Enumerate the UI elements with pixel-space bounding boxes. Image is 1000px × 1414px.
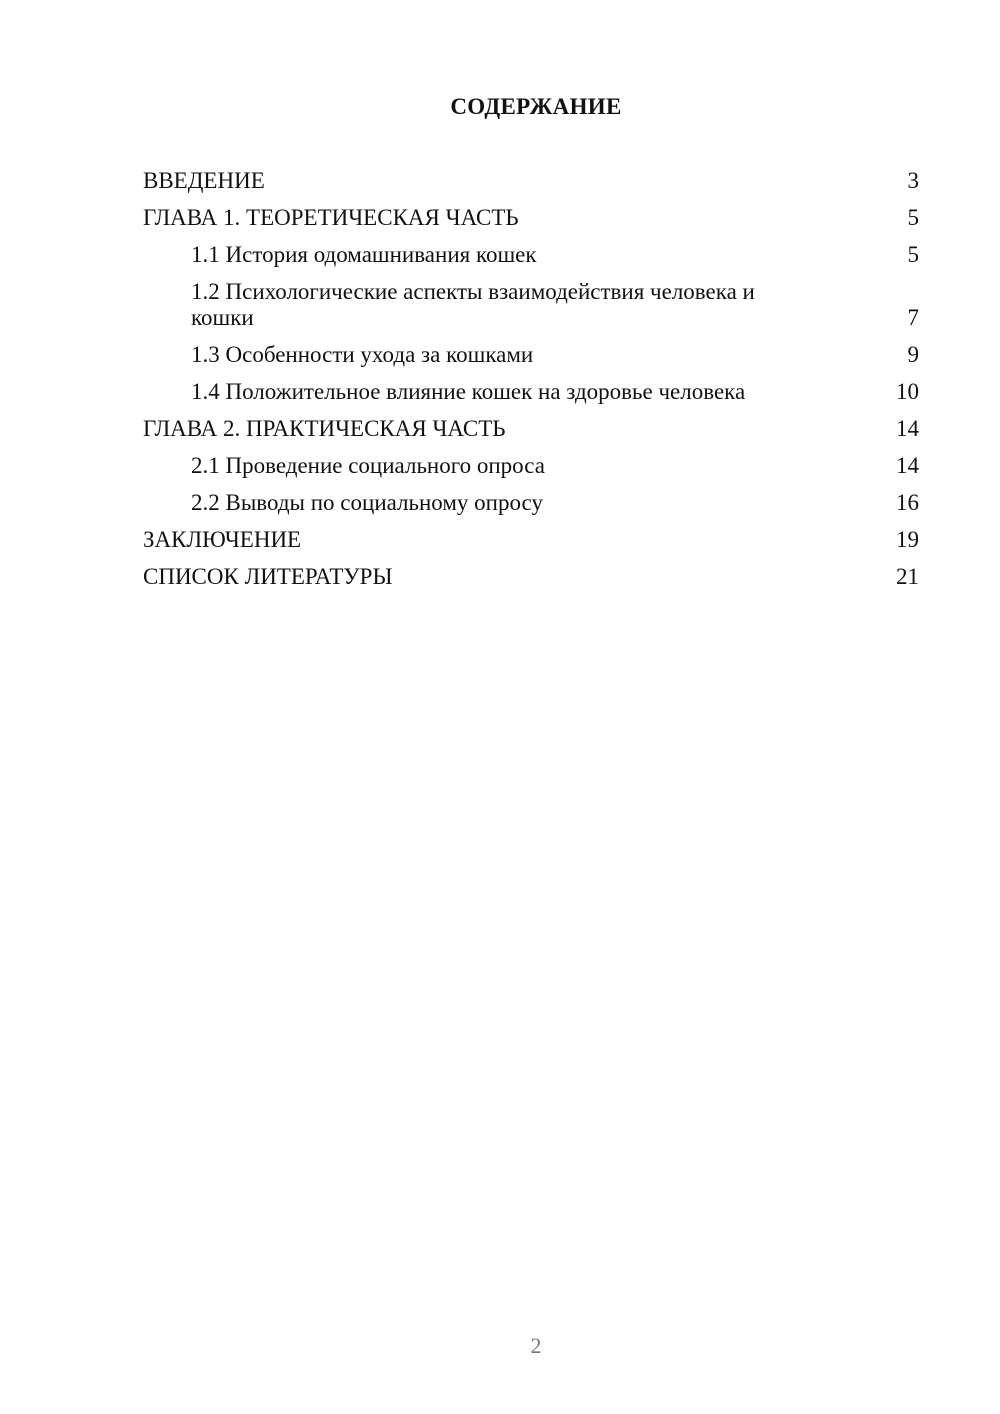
toc-entry-label: 1.4 Положительное влияние кошек на здоровье человека xyxy=(191,379,746,404)
toc-entry-section-2-1[interactable] xyxy=(143,453,919,479)
toc-entry-page: 5 xyxy=(907,205,919,230)
toc-entry-page: 9 xyxy=(907,342,919,367)
toc-entry-page: 10 xyxy=(896,379,919,404)
toc-entry-page: 3 xyxy=(907,168,919,193)
toc-entry-label: ГЛАВА 1. ТЕОРЕТИЧЕСКАЯ ЧАСТЬ xyxy=(143,205,519,230)
toc-entry-label: ВВЕДЕНИЕ xyxy=(143,168,265,193)
toc-entry-chapter-1[interactable] xyxy=(143,205,919,231)
toc-entry-label: 1.2 Психологические аспекты взаимодействия человека и кошки xyxy=(191,279,755,330)
toc-entry-page: 19 xyxy=(896,527,919,552)
toc-entry-page: 7 xyxy=(907,305,919,330)
toc-entry-section-2-2[interactable] xyxy=(143,490,919,516)
toc-entry-label: 1.3 Особенности ухода за кошками xyxy=(191,342,534,367)
toc-entry-section-1-2[interactable] xyxy=(143,279,919,331)
toc-entry-page: 14 xyxy=(896,416,919,441)
toc-entry-page: 16 xyxy=(896,490,919,515)
toc-entry-page: 5 xyxy=(907,242,919,267)
toc-entry-label: 1.1 История одомашнивания кошек xyxy=(191,242,537,267)
toc-entry-label: ЗАКЛЮЧЕНИЕ xyxy=(143,527,302,552)
toc-entry-section-1-4[interactable] xyxy=(143,379,919,405)
toc-entry-references[interactable] xyxy=(143,564,919,590)
toc-entry-page: 14 xyxy=(896,453,919,478)
toc-entry-label: 2.1 Проведение социального опроса xyxy=(191,453,545,478)
toc-entry-label: СПИСОК ЛИТЕРАТУРЫ xyxy=(143,564,393,589)
toc-entry-label: 2.2 Выводы по социальному опросу xyxy=(191,490,543,515)
page-number: 2 xyxy=(530,1333,542,1358)
table-of-contents xyxy=(143,168,919,601)
toc-entry-section-1-1[interactable] xyxy=(143,242,919,268)
toc-entry-conclusion[interactable] xyxy=(143,527,919,553)
toc-entry-label: ГЛАВА 2. ПРАКТИЧЕСКАЯ ЧАСТЬ xyxy=(143,416,506,441)
toc-entry-page: 21 xyxy=(896,564,919,589)
toc-entry-chapter-2[interactable] xyxy=(143,416,919,442)
toc-entry-introduction[interactable] xyxy=(143,168,919,194)
toc-title: СОДЕРЖАНИЕ xyxy=(450,94,622,119)
toc-entry-section-1-3[interactable] xyxy=(143,342,919,368)
